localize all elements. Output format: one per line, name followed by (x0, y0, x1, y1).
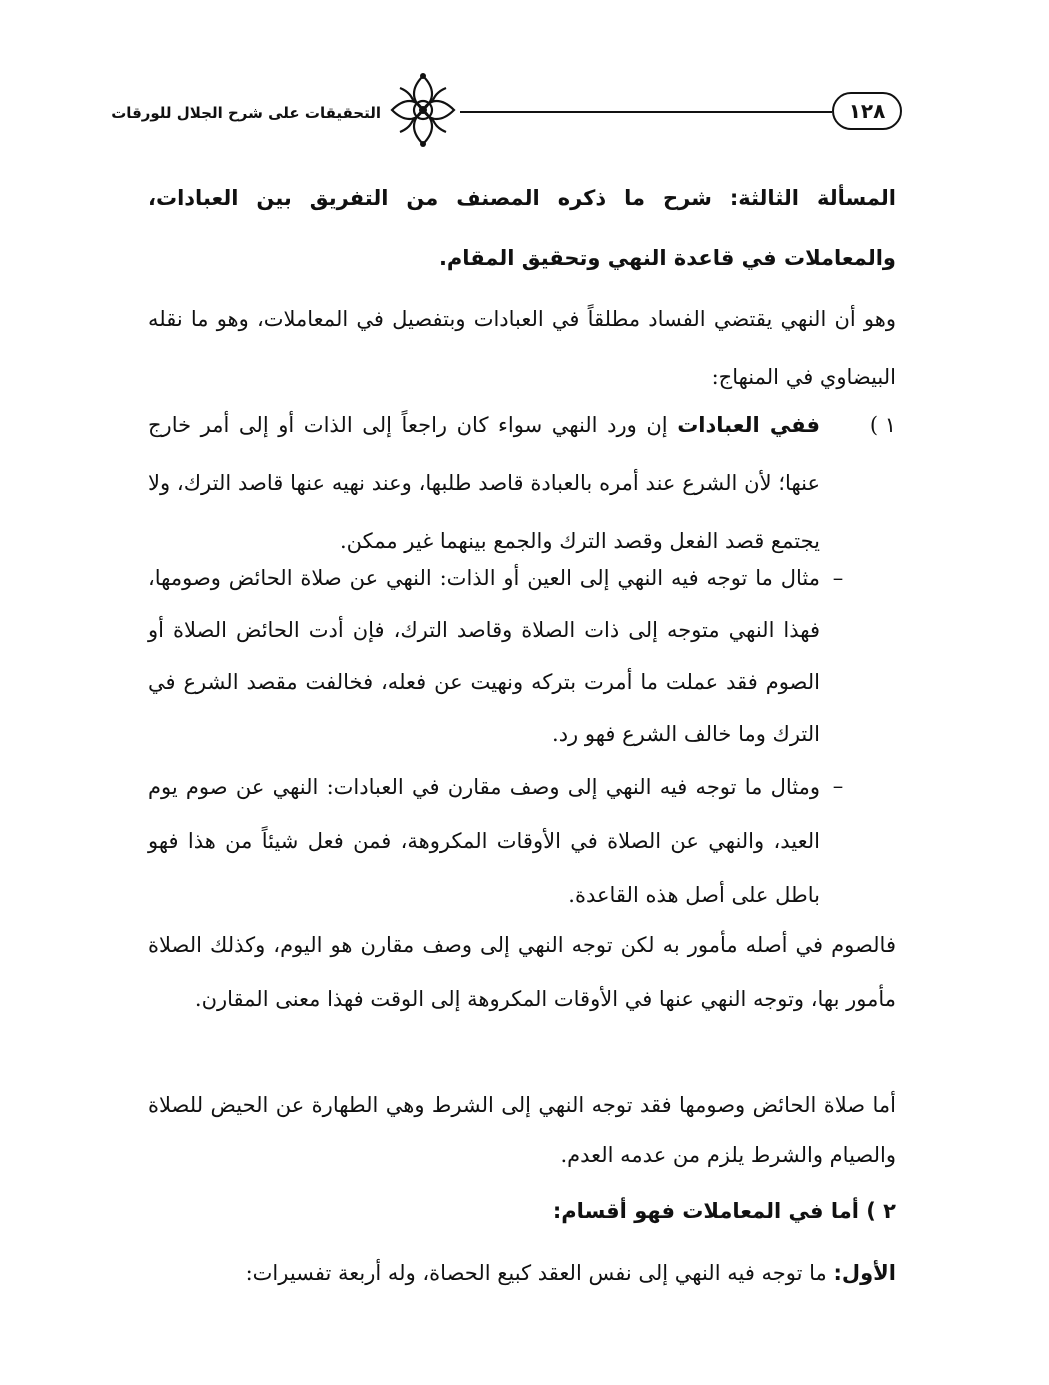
header-rule (460, 111, 832, 113)
first-category-text: ما توجه فيه النهي إلى نفس العقد كبيع الحصاة، وله أربعة تفسيرات: (245, 1261, 827, 1285)
first-category-lead: الأول: (833, 1261, 896, 1285)
book-title: التحقيقات على شرح الجلال للورقات (111, 104, 381, 122)
dash-item-1: مثال ما توجه فيه النهي إلى العين أو الذات: النهي عن صلاة الحائض وصومها، فهذا النهي متوجه إلى ذات الصلاة وقاصد الترك، فإن أدت الحائض الصلاة أو الصوم فقد عملت ما أمرت بتركه ونهيت عن فعله، فخالفت مقصد الشرع في الترك وما خالف الشرع فهو رد. (148, 566, 820, 746)
dash-mark: – (832, 774, 844, 798)
page-number: ١٢٨ (832, 92, 902, 130)
dash-item-2: ومثال ما توجه فيه النهي إلى وصف مقارن في العبادات: النهي عن صوم يوم العيد، والنهي عن الصلاة في الأوقات المكروهة، فمن فعل شيئاً من هذا فهو باطل على أصل هذه القاعدة. (148, 775, 820, 907)
item-2-heading: ٢ ) أما في المعاملات فهو أقسام: (552, 1199, 896, 1223)
page-header (111, 70, 906, 150)
section-heading: المسألة الثالثة: شرح ما ذكره المصنف من التفريق بين العبادات، والمعاملات في قاعدة النهي وتحقيق المقام. (148, 186, 896, 270)
ornament-icon (386, 70, 460, 150)
dash-mark: – (832, 566, 844, 590)
item-1-body: إن ورد النهي سواء كان راجعاً إلى الذات أو إلى أمر خارج عنها؛ لأن الشرع عند أمره بالعبادة قاصد طلبها، وعند نهيه عنها قاصد الترك، ولا يجتمع قصد الفعل وقصد الترك والجمع بينهما غير ممكن. (148, 413, 820, 553)
item-1-text (148, 396, 820, 570)
first-category (148, 1248, 896, 1298)
intro-paragraph: وهو أن النهي يقتضي الفساد مطلقاً في العبادات وبتفصيل في المعاملات، وهو ما نقله البيضاوي في المنهاج: (148, 307, 896, 389)
item-1-number: ١ ) (869, 413, 896, 437)
item-1-lead: ففي العبادات (677, 413, 820, 437)
paragraph-3: أما صلاة الحائض وصومها فقد توجه النهي إلى الشرط وهي الطهارة عن الحيض للصلاة والصيام والشرط يلزم من عدمه العدم. (148, 1093, 896, 1167)
paragraph-2: فالصوم في أصله مأمور به لكن توجه النهي إلى وصف مقارن هو اليوم، وكذلك الصلاة مأمور بها، وتوجه النهي عنها في الأوقات المكروهة إلى الوقت فهذا معنى المقارن. (148, 933, 896, 1011)
